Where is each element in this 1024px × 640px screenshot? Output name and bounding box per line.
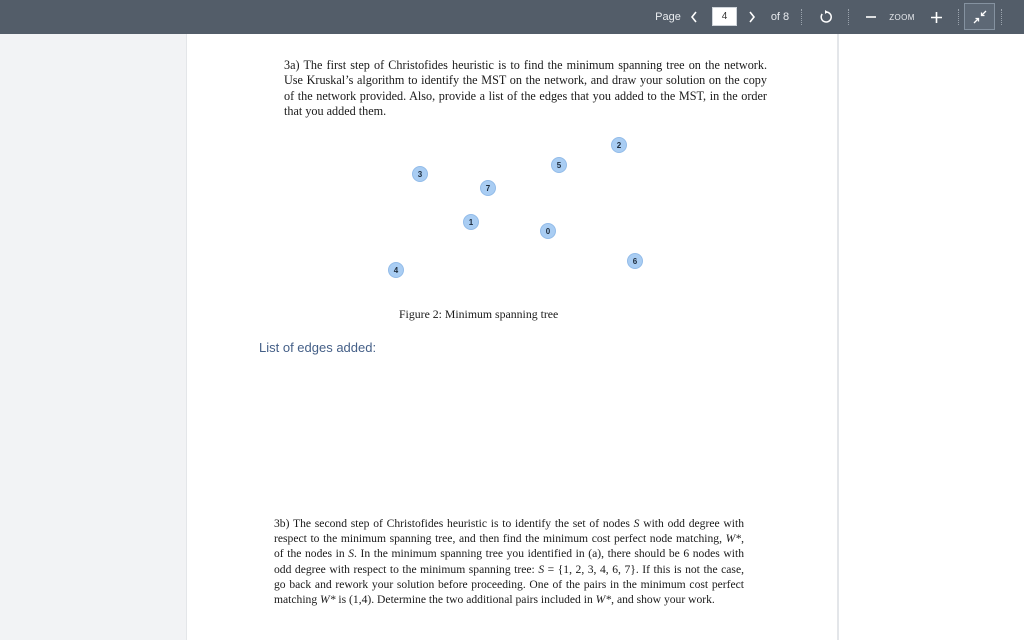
page-number-input[interactable] (712, 7, 737, 26)
zoom-label: ZOOM (889, 12, 915, 22)
page-label: Page (655, 11, 681, 23)
right-panel (838, 34, 1024, 640)
toolbar-divider (958, 9, 959, 25)
previous-page-button[interactable] (686, 0, 702, 34)
edges-list-label: List of edges added: (259, 340, 377, 355)
q3b-text: 3b) The second step of Christofides heuristic is to identify the set of nodes (274, 517, 634, 530)
next-page-button[interactable] (744, 0, 760, 34)
q3b-text: , and show your work. (611, 593, 715, 607)
q3b-text: is (1,4). Determine the two additional pairs included in (335, 593, 596, 607)
q3b-text: , of the nodes in (274, 532, 744, 561)
network-node: 4 (388, 262, 404, 278)
q3b-text: with odd degree with respect to the minimum spanning tree, and then find the minimum cost perfect node matching, (274, 517, 744, 546)
network-node: 7 (480, 180, 496, 196)
question-3b-text (274, 516, 744, 607)
odd-degree-set: = {1, 2, 3, 4, 6, 7} (544, 562, 636, 576)
pdf-page (186, 34, 838, 640)
collapse-icon (973, 10, 987, 24)
pdf-toolbar (0, 0, 1024, 34)
toolbar-divider (1001, 9, 1002, 25)
toolbar-divider (801, 9, 802, 25)
network-node: 5 (551, 157, 567, 173)
network-node: 1 (463, 214, 479, 230)
plus-icon (931, 12, 942, 23)
network-node: 2 (611, 137, 627, 153)
matching-w-symbol: W* (595, 593, 612, 607)
set-s-symbol: S (538, 562, 545, 576)
network-node: 3 (412, 166, 428, 182)
figure-caption: Figure 2: Minimum spanning tree (399, 307, 559, 321)
zoom-in-button[interactable] (926, 0, 946, 34)
page-count-label: of 8 (770, 11, 790, 23)
network-node: 0 (540, 223, 556, 239)
minus-icon (866, 12, 876, 22)
q3b-text: . If this is not the case, go back and rework your solution before proceeding. One of the pairs in the minimum cost perfect matching (274, 562, 744, 607)
matching-w-symbol: W* (725, 532, 742, 546)
set-s-symbol: S (633, 517, 640, 530)
zoom-out-button[interactable] (862, 0, 880, 34)
rotate-button[interactable] (816, 0, 836, 34)
toolbar-divider (848, 9, 849, 25)
rotate-icon (819, 10, 833, 24)
network-node: 6 (627, 253, 643, 269)
q3b-text: . In the minimum spanning tree you identified in (a), there should be 6 nodes with odd degree with respect to the minimum spanning tree: (274, 547, 745, 576)
set-s-symbol: S (348, 547, 355, 561)
question-3a-text: 3a) The first step of Christofides heuristic is to find the minimum spanning tree on the network. Use Kruskal’s algorithm to identify the MST on the network, and draw your solution on the copy of the network provided. Also, provide a list of the edges that you added to the MST, in the order that you added them. (284, 58, 767, 119)
chevron-left-icon (690, 11, 698, 23)
matching-w-symbol: W* (320, 593, 336, 607)
fit-page-button[interactable] (964, 3, 995, 30)
chevron-right-icon (748, 11, 756, 23)
